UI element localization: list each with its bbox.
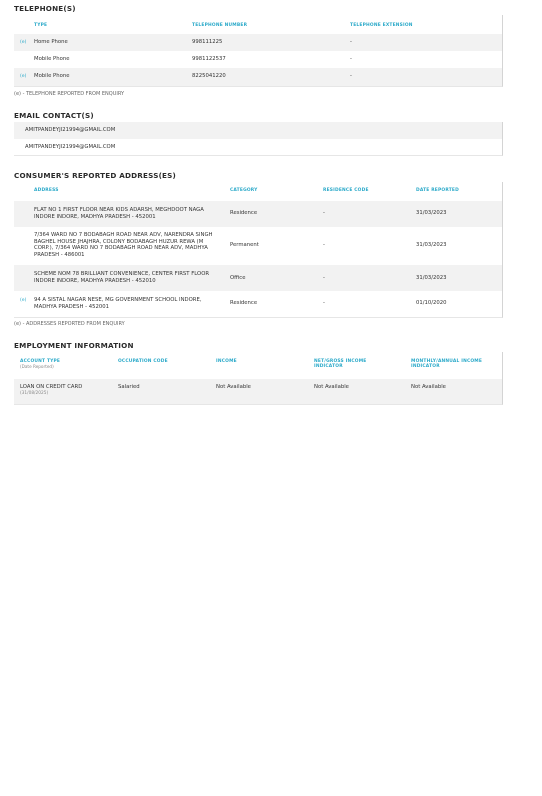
telephones-table <box>14 15 503 87</box>
table-row <box>14 51 502 68</box>
account-type <box>20 384 82 397</box>
enquiry-flag: (e) <box>20 298 27 303</box>
table-row <box>14 265 502 291</box>
col-number-header: TELEPHONE NUMBER <box>192 23 248 28</box>
phone-extension: - <box>350 73 352 79</box>
table-row <box>14 379 502 404</box>
email-address: AMITPANDEYJI21994@GMAIL.COM <box>25 127 116 133</box>
residence-code: - <box>323 210 325 216</box>
enquiry-flag: (e) <box>20 40 27 45</box>
account-type-header-label: ACCOUNT TYPE <box>20 359 61 364</box>
phone-number: 9981122537 <box>192 56 226 62</box>
col-date-reported-header: DATE REPORTED <box>416 188 459 193</box>
table-row <box>14 68 502 86</box>
income: Not Available <box>216 384 251 390</box>
residence-code: - <box>323 275 325 281</box>
emails-table <box>14 122 503 156</box>
phone-number: 8225041220 <box>192 73 226 79</box>
table-row <box>14 201 502 227</box>
phone-extension: - <box>350 56 352 62</box>
address-text: SCHEME NOM 78 BRILLIANT CONVENIENCE, CENTER FIRST FLOOR INDORE INDORE, MADHYA PRADESH - 452010 <box>34 271 210 284</box>
date-reported: 31/03/2023 <box>416 210 447 216</box>
date-reported-sub-header: (Date Reported) <box>20 364 54 370</box>
table-row <box>14 227 502 265</box>
emails-title: EMAIL CONTACT(S) <box>14 111 94 120</box>
date-reported: 31/03/2023 <box>416 275 447 281</box>
addresses-table <box>14 182 503 318</box>
telephone-note: (e) - TELEPHONE REPORTED FROM ENQUIRY <box>14 91 125 97</box>
phone-type: Mobile Phone <box>34 73 70 79</box>
address-category: Permanent <box>230 242 259 248</box>
col-address-header: ADDRESS <box>34 188 59 193</box>
col-extension-header: TELEPHONE EXTENSION <box>350 23 413 28</box>
phone-type: Home Phone <box>34 39 68 45</box>
occupation-code: Salaried <box>118 384 140 390</box>
net-gross-indicator: Not Available <box>314 384 349 390</box>
email-address: AMITPANDEYJI21994@GMAIL.COM <box>25 144 116 150</box>
account-type-label: LOAN ON CREDIT CARD <box>20 384 83 390</box>
date-reported: 01/10/2020 <box>416 300 447 306</box>
address-text: FLAT NO 1 FIRST FLOOR NEAR KIDS ADARSH, MEGHDOOT NAGA INDORE INDORE, MADHYA PRADESH - 452001 <box>34 207 204 220</box>
phone-extension: - <box>350 39 352 45</box>
col-income-header: INCOME <box>216 359 237 364</box>
col-type-header: TYPE <box>34 23 48 28</box>
address-text: 7/364 WARD NO 7 BODABAGH ROAD NEAR ADV, NARENDRA SINGH BAGHEL HOUSE JHAJHRA, COLONY BODABAGH HUZUR REWA (M CORP.), 7/364 WARD NO 7 BODABAGH ROAD NEAR ADV, MADHYA PRADESH - 486001 <box>34 232 213 258</box>
col-account-type-header <box>20 359 60 370</box>
address-category: Residence <box>230 300 258 306</box>
employment-title: EMPLOYMENT INFORMATION <box>14 341 134 350</box>
address-note: (e) - ADDRESSES REPORTED FROM ENQUIRY <box>14 321 125 327</box>
residence-code: - <box>323 242 325 248</box>
address-category: Office <box>230 275 246 281</box>
phone-type: Mobile Phone <box>34 56 70 62</box>
col-monthly-annual-header: MONTHLY/ANNUAL INCOME INDICATOR <box>411 359 483 370</box>
col-net-gross-header: NET/GROSS INCOME INDICATOR <box>314 359 367 370</box>
employment-table <box>14 352 503 405</box>
addresses-title: CONSUMER'S REPORTED ADDRESS(ES) <box>14 171 177 180</box>
table-row <box>14 122 502 139</box>
phone-number: 998111225 <box>192 39 223 45</box>
col-occupation-header: OCCUPATION CODE <box>118 359 168 364</box>
col-category-header: CATEGORY <box>230 188 258 193</box>
telephones-title: TELEPHONE(S) <box>14 4 76 13</box>
residence-code: - <box>323 300 325 306</box>
date-reported: 31/03/2023 <box>416 242 447 248</box>
account-date-reported: (31/08/2025) <box>20 390 49 396</box>
table-row <box>14 34 502 51</box>
address-category: Residence <box>230 210 258 216</box>
table-row <box>14 139 502 155</box>
col-residence-code-header: RESIDENCE CODE <box>323 188 369 193</box>
address-text: 94 A SISTAL NAGAR NESE, MG GOVERNMENT SCHOOL INDORE, MADHYA PRADESH - 452001 <box>34 297 202 310</box>
monthly-annual-indicator: Not Available <box>411 384 446 390</box>
table-row <box>14 291 502 317</box>
enquiry-flag: (e) <box>20 74 27 79</box>
